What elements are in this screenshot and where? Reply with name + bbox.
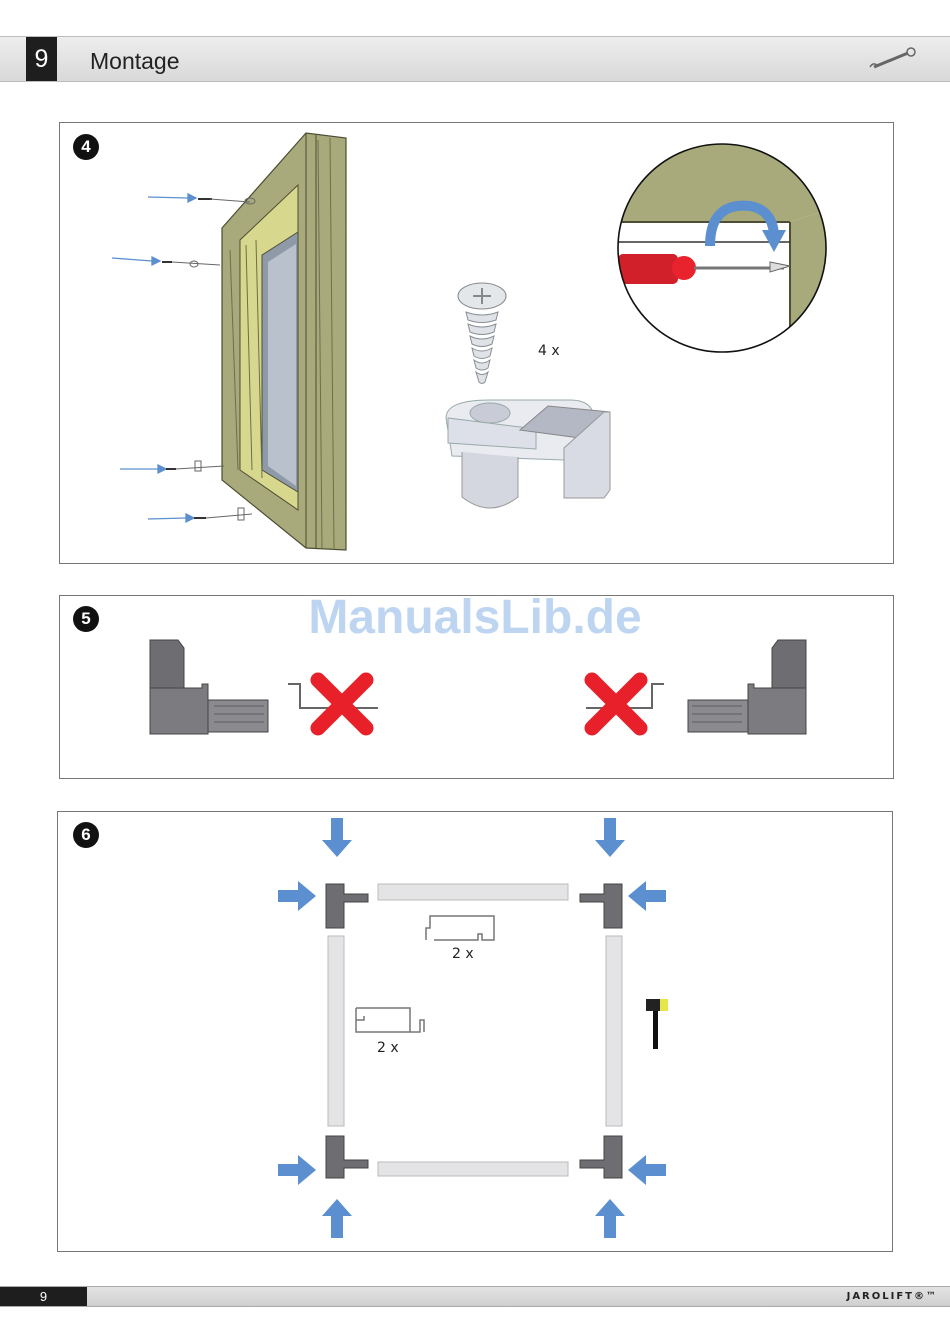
page-title: Montage [90, 48, 180, 74]
step-6-panel [57, 811, 893, 1252]
page-header [0, 36, 950, 82]
chapter-number: 9 [26, 37, 57, 81]
brand-logo: JAROLIFT®™ [846, 1291, 938, 1302]
step-4-panel [59, 122, 894, 564]
watermark: ManualsLib.de [308, 591, 642, 644]
page-number: 9 [0, 1287, 87, 1306]
page-footer [0, 1286, 950, 1307]
step-5-number: 5 [73, 606, 99, 632]
horizontal-profile-quantity: 2 x [452, 946, 474, 962]
wrench-icon [868, 45, 918, 73]
screw-quantity: 4 x [538, 343, 560, 359]
step-6-number: 6 [73, 822, 99, 848]
vertical-profile-quantity: 2 x [377, 1040, 399, 1056]
step-4-number: 4 [73, 134, 99, 160]
